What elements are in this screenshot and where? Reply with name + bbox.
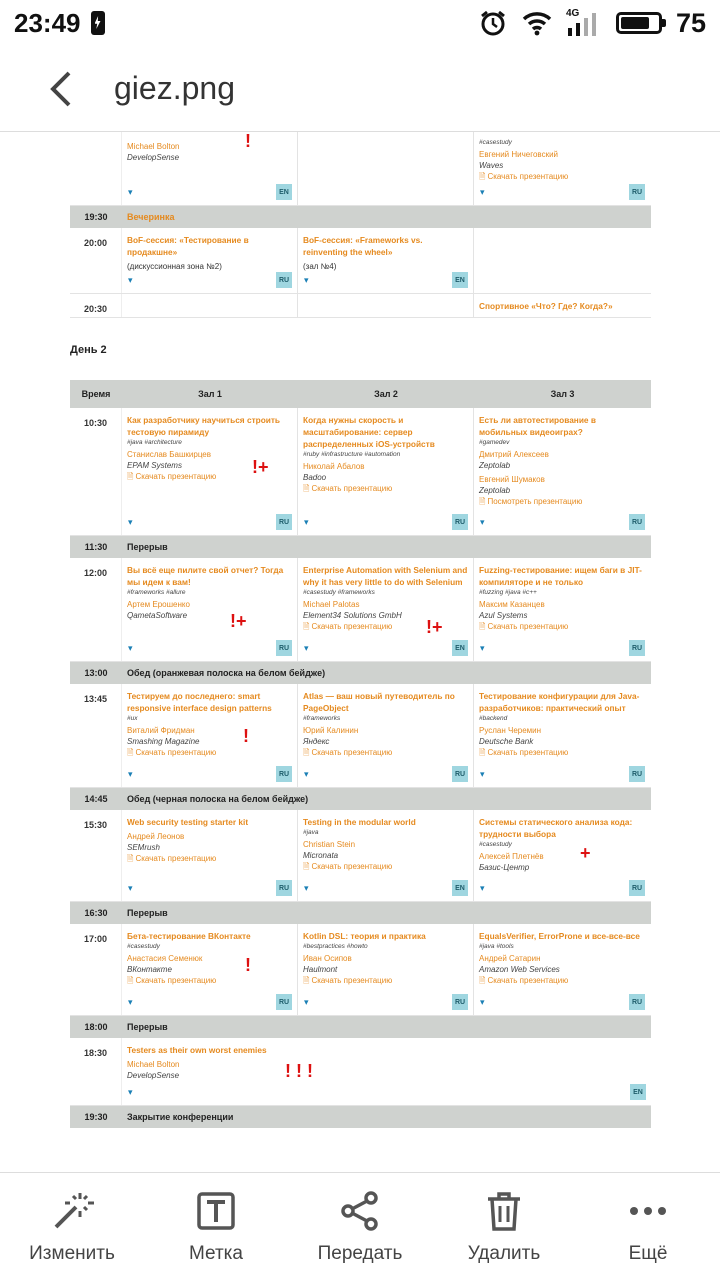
edit-button[interactable] [0, 1173, 144, 1280]
battery-icon [616, 12, 662, 34]
text-label-icon [194, 1189, 238, 1233]
talk-cell [122, 924, 298, 1015]
language-badge: RU [276, 766, 292, 782]
talk-cell [122, 228, 298, 293]
level-icon: ▾ [304, 997, 309, 1007]
level-icon: ▾ [304, 769, 309, 779]
level-icon: ▾ [128, 187, 133, 197]
language-badge: EN [452, 272, 468, 288]
time-cell: 17:00 [70, 924, 122, 1015]
presentation-link[interactable]: 🗎 Посмотреть презентацию [479, 496, 645, 508]
talk-cell [474, 408, 650, 535]
schedule-row [70, 228, 651, 294]
language-badge: RU [629, 766, 645, 782]
talk-title[interactable]: EqualsVerifier, ErrorProne и все-все-все [479, 931, 640, 941]
delete-button[interactable] [432, 1173, 576, 1280]
battery-percent: 75 [675, 7, 706, 38]
talk-cell [474, 294, 650, 317]
handwritten-mark: !+ [252, 457, 269, 477]
level-icon: ▾ [480, 769, 485, 779]
speaker-company: Micronata [303, 851, 339, 860]
talk-cell [474, 684, 650, 787]
level-icon: ▾ [128, 769, 133, 779]
level-icon: ▾ [304, 643, 309, 653]
presentation-link[interactable]: 🗎 Скачать презентацию [479, 747, 645, 759]
column-header: Зал 2 [374, 389, 398, 399]
speaker-company: Badoo [303, 473, 327, 482]
talk-title[interactable]: Testing in the modular world [303, 817, 416, 827]
break-label: Перерыв [127, 542, 168, 552]
schedule-row [70, 810, 651, 902]
presentation-link[interactable]: 🗎 Скачать презентацию [127, 471, 292, 483]
talk-cell [298, 684, 474, 787]
time-cell: 13:45 [70, 684, 122, 787]
presentation-link[interactable]: 🗎 Скачать презентацию [479, 975, 645, 987]
speaker-company: Базис-Центр [479, 863, 530, 872]
speaker-name[interactable]: Christian Stein [303, 840, 356, 849]
language-badge: RU [629, 514, 645, 530]
talk-title[interactable]: Спортивное «Что? Где? Когда?» [479, 301, 613, 311]
speaker-name[interactable]: Евгений Шумаков [479, 475, 545, 484]
room-note: (зал №4) [303, 262, 337, 271]
talk-cell [298, 294, 474, 317]
talk-cell [474, 924, 650, 1015]
speaker-company: Deutsche Bank [479, 737, 534, 746]
handwritten-mark: ! [245, 955, 251, 975]
level-icon: ▾ [304, 517, 309, 527]
talk-cell [298, 132, 474, 205]
speaker-name[interactable]: Иван Осипов [303, 954, 352, 963]
presentation-link[interactable]: 🗎 Скачать презентацию [127, 747, 292, 759]
presentation-link[interactable]: 🗎 Скачать презентацию [479, 621, 645, 633]
speaker-name[interactable]: Николай Абалов [303, 462, 365, 471]
language-badge: EN [452, 880, 468, 896]
back-arrow-icon [47, 69, 75, 109]
time-cell: 18:00 [84, 1022, 108, 1032]
level-icon: ▾ [304, 275, 309, 285]
speaker-name[interactable]: Юрий Калинин [303, 726, 359, 735]
talk-cell [122, 408, 298, 535]
talk-cell [474, 810, 650, 901]
label-label: Метка [189, 1243, 243, 1264]
handwritten-mark: !+ [230, 611, 247, 631]
speaker-company: Haulmont [303, 965, 338, 974]
talk-title[interactable]: Как разработчику научиться строить тестовую пирамиду [127, 415, 281, 437]
talk-title[interactable]: Бета-тестирование ВКонтакте [127, 931, 251, 941]
talk-cell [298, 228, 474, 293]
presentation-link[interactable]: 🗎 Скачать презентацию [303, 621, 468, 633]
speaker-name[interactable]: Андрей Сатарин [479, 954, 541, 963]
more-icon [626, 1189, 670, 1233]
talk-title[interactable]: Web security testing starter kit [127, 817, 249, 827]
page-title: giez.png [114, 70, 235, 106]
speaker-company: DevelopSense [127, 153, 180, 162]
time-cell: 19:30 [84, 1112, 108, 1122]
talk-tags: #backend [479, 715, 508, 722]
talk-tags: #ruby #infrastructure #automation [303, 451, 401, 458]
speaker-company: Waves [479, 161, 504, 170]
talk-title[interactable]: Enterprise Automation with Selenium and why it has very little to do with Selenium [303, 565, 468, 587]
speaker-company: DevelopSense [127, 1071, 180, 1080]
column-header: Зал 1 [198, 389, 222, 399]
presentation-link[interactable]: 🗎 Скачать презентацию [303, 747, 468, 759]
level-icon: ▾ [480, 643, 485, 653]
charging-icon [91, 11, 105, 35]
more-button[interactable] [576, 1173, 720, 1280]
schedule-break-row [70, 788, 651, 810]
speaker-name[interactable]: Дмитрий Алексеев [479, 450, 549, 459]
share-label: Передать [317, 1243, 403, 1264]
talk-title[interactable]: Kotlin DSL: теория и практика [303, 931, 426, 941]
language-badge: RU [629, 640, 645, 656]
level-icon: ▾ [128, 643, 133, 653]
app-bar [0, 46, 720, 132]
level-icon: ▾ [480, 517, 485, 527]
talk-title[interactable]: Системы статического анализа кода: трудности выбора [479, 817, 633, 839]
language-badge: EN [276, 184, 292, 200]
talk-cell-wide [122, 1038, 651, 1105]
speaker-name[interactable]: Michael Bolton [127, 142, 180, 151]
time-cell [70, 132, 122, 205]
schedule-row [70, 924, 651, 1016]
talk-tags: #gamedev [479, 439, 510, 446]
time-cell: 12:00 [70, 558, 122, 661]
speaker-name[interactable]: Евгений Ничеговский [479, 150, 559, 159]
speaker-name[interactable]: Michael Bolton [127, 1060, 180, 1069]
talk-tags: #frameworks [303, 715, 341, 722]
language-badge: RU [629, 880, 645, 896]
talk-tags: #ux [127, 715, 138, 722]
level-icon: ▾ [128, 1087, 133, 1097]
speaker-name[interactable]: Анастасия Семенюк [127, 954, 203, 963]
network-type: 4G [565, 8, 580, 19]
speaker-company: Zeptolab [479, 486, 511, 495]
speaker-company: EPAM Systems [127, 461, 182, 470]
schedule-row [70, 294, 651, 318]
talk-cell [122, 810, 298, 901]
time-cell: 20:30 [70, 294, 122, 317]
talk-tags: #casestudy [479, 139, 512, 146]
bottom-toolbar [0, 1172, 720, 1280]
talk-tags: #fuzzing #java #c++ [479, 589, 537, 596]
more-label: Ещё [628, 1243, 668, 1264]
talk-cell [474, 132, 650, 205]
share-button[interactable] [288, 1173, 432, 1280]
talk-title[interactable]: Fuzzing-тестирование: ищем баги в JIT-компиляторе и не только [479, 565, 642, 587]
language-badge: EN [630, 1084, 646, 1100]
time-cell: 10:30 [70, 408, 122, 535]
schedule-break-row [70, 536, 651, 558]
language-badge: RU [452, 994, 468, 1010]
talk-tags: #java #architecture [127, 439, 182, 446]
speaker-name[interactable]: Андрей Леонов [127, 832, 185, 841]
talk-tags: #casestudy [127, 943, 160, 950]
trash-icon [482, 1189, 526, 1233]
schedule-row [70, 132, 651, 206]
presentation-link[interactable]: 🗎 Скачать презентацию [303, 483, 468, 495]
presentation-link[interactable]: 🗎 Скачать презентацию [479, 171, 645, 183]
schedule-row [70, 684, 651, 788]
talk-cell [298, 924, 474, 1015]
label-button[interactable] [144, 1173, 288, 1280]
talk-cell [298, 408, 474, 535]
language-badge: RU [452, 514, 468, 530]
speaker-name[interactable]: Руслан Черемин [479, 726, 542, 735]
column-header: Время [81, 389, 111, 399]
language-badge: RU [276, 880, 292, 896]
talk-cell [298, 558, 474, 661]
schedule-row [70, 408, 651, 536]
time-cell: 16:30 [84, 908, 108, 918]
time-cell: 11:30 [84, 542, 108, 552]
talk-title[interactable]: Atlas — ваш новый путеводитель по PageObject [303, 691, 455, 713]
signal-icon [566, 8, 602, 38]
speaker-company: Azul Systems [479, 611, 528, 620]
break-label: Перерыв [127, 1022, 168, 1032]
magic-wand-icon [50, 1189, 94, 1233]
presentation-link[interactable]: 🗎 Скачать презентацию [127, 853, 292, 865]
talk-title[interactable]: BoF-сессия: «Frameworks vs. reinventing the wheel» [303, 235, 423, 257]
break-label: Обед (оранжевая полоска на белом бейдже) [127, 668, 326, 678]
talk-title[interactable]: Вы всё еще пилите свой отчет? Тогда мы идем к вам! [127, 565, 284, 587]
speaker-company: SEMrush [127, 843, 160, 852]
column-header: Зал 3 [550, 389, 575, 399]
edit-label: Изменить [29, 1243, 115, 1264]
talk-cell [122, 294, 298, 317]
language-badge: RU [276, 994, 292, 1010]
presentation-link[interactable]: 🗎 Скачать презентацию [303, 975, 468, 987]
schedule-break-row [70, 206, 651, 228]
talk-title[interactable]: BoF-сессия: «Тестирование в продакшне» [127, 235, 249, 257]
speaker-name[interactable]: Максим Казанцев [479, 600, 545, 609]
speaker-name[interactable]: Артем Ерошенко [127, 600, 190, 609]
talk-title[interactable]: Тестируем до последнего: smart responsive interface design patterns [127, 691, 272, 713]
level-icon: ▾ [304, 883, 309, 893]
speaker-name[interactable]: Станислав Башкирцев [127, 450, 212, 459]
schedule-break-row [70, 662, 651, 684]
back-button[interactable] [38, 66, 84, 112]
status-bar [0, 0, 720, 46]
level-icon: ▾ [128, 883, 133, 893]
level-icon: ▾ [480, 883, 485, 893]
schedule-header [70, 380, 651, 408]
time-cell: 13:00 [84, 668, 108, 678]
talk-cell [474, 558, 650, 661]
talk-tags: #frameworks #allure [127, 589, 186, 596]
talk-tags: #java #tools [479, 943, 514, 950]
schedule-break-row [70, 1106, 651, 1128]
status-time: 23:49 [14, 7, 81, 38]
talk-title[interactable]: Есть ли автотестирование в мобильных видеоиграх? [479, 415, 596, 437]
time-cell: 20:00 [70, 228, 122, 293]
talk-tags: #casestudy [479, 841, 512, 848]
talk-cell [298, 810, 474, 901]
handwritten-mark: !+ [426, 617, 443, 637]
speaker-name[interactable]: Виталий Фридман [127, 726, 195, 735]
talk-title[interactable]: Тестирование конфигурации для Java-разработчиков: практический опыт [479, 691, 640, 713]
break-label: Обед (черная полоска на белом бейдже) [127, 794, 309, 804]
level-icon: ▾ [128, 517, 133, 527]
time-cell: 18:30 [70, 1038, 122, 1105]
day-title: День 2 [70, 344, 107, 356]
speaker-name[interactable]: Алексей Плетнёв [479, 852, 544, 861]
time-cell: 14:45 [84, 794, 108, 804]
level-icon: ▾ [480, 997, 485, 1007]
language-badge: RU [276, 640, 292, 656]
talk-tags: #casestudy #frameworks [303, 589, 375, 596]
break-label: Вечеринка [127, 212, 175, 222]
break-label: Перерыв [127, 908, 168, 918]
speaker-company: QametaSoftware [127, 611, 188, 620]
handwritten-mark: ! ! ! [285, 1061, 313, 1081]
language-badge: RU [629, 994, 645, 1010]
language-badge: EN [452, 640, 468, 656]
speaker-company: Amazon Web Services [479, 965, 560, 974]
room-note: (дискуссионная зона №2) [127, 262, 222, 271]
schedule-row [70, 1038, 651, 1106]
talk-title[interactable]: Когда нужны скорость и масштабирование: сервер распределенных iOS-устройств [303, 415, 435, 449]
image-viewer[interactable] [0, 132, 720, 1172]
handwritten-mark: ! [245, 132, 251, 151]
talk-cell [122, 132, 298, 205]
language-badge: RU [452, 766, 468, 782]
time-cell: 19:30 [84, 212, 108, 222]
presentation-link[interactable]: 🗎 Скачать презентацию [303, 861, 468, 873]
talk-cell [474, 228, 650, 293]
speaker-company: Element34 Solutions GmbH [303, 611, 402, 620]
delete-label: Удалить [467, 1243, 541, 1264]
talk-title[interactable]: Testers as their own worst enemies [127, 1045, 267, 1055]
schedule-row [70, 558, 651, 662]
level-icon: ▾ [480, 187, 485, 197]
language-badge: RU [276, 514, 292, 530]
talk-tags: #bestpractices #howto [303, 943, 368, 950]
alarm-icon [478, 8, 508, 38]
handwritten-mark: + [580, 843, 591, 863]
level-icon: ▾ [128, 997, 133, 1007]
wifi-icon [522, 10, 552, 36]
share-icon [338, 1189, 382, 1233]
presentation-link[interactable]: 🗎 Скачать презентацию [127, 975, 292, 987]
schedule-break-row [70, 902, 651, 924]
break-label: Закрытие конференции [127, 1112, 234, 1122]
talk-cell [122, 684, 298, 787]
schedule-break-row [70, 1016, 651, 1038]
handwritten-mark: ! [243, 726, 249, 746]
speaker-company: Zeptolab [479, 461, 511, 470]
speaker-company: Smashing Magazine [127, 737, 200, 746]
talk-cell [122, 558, 298, 661]
speaker-company: Яндекс [303, 737, 330, 746]
talk-tags: #java [303, 829, 319, 836]
language-badge: RU [629, 184, 645, 200]
level-icon: ▾ [128, 275, 133, 285]
speaker-company: ВКонтакте [127, 965, 172, 974]
speaker-name[interactable]: Michael Palotas [303, 600, 360, 609]
time-cell: 15:30 [70, 810, 122, 901]
language-badge: RU [276, 272, 292, 288]
